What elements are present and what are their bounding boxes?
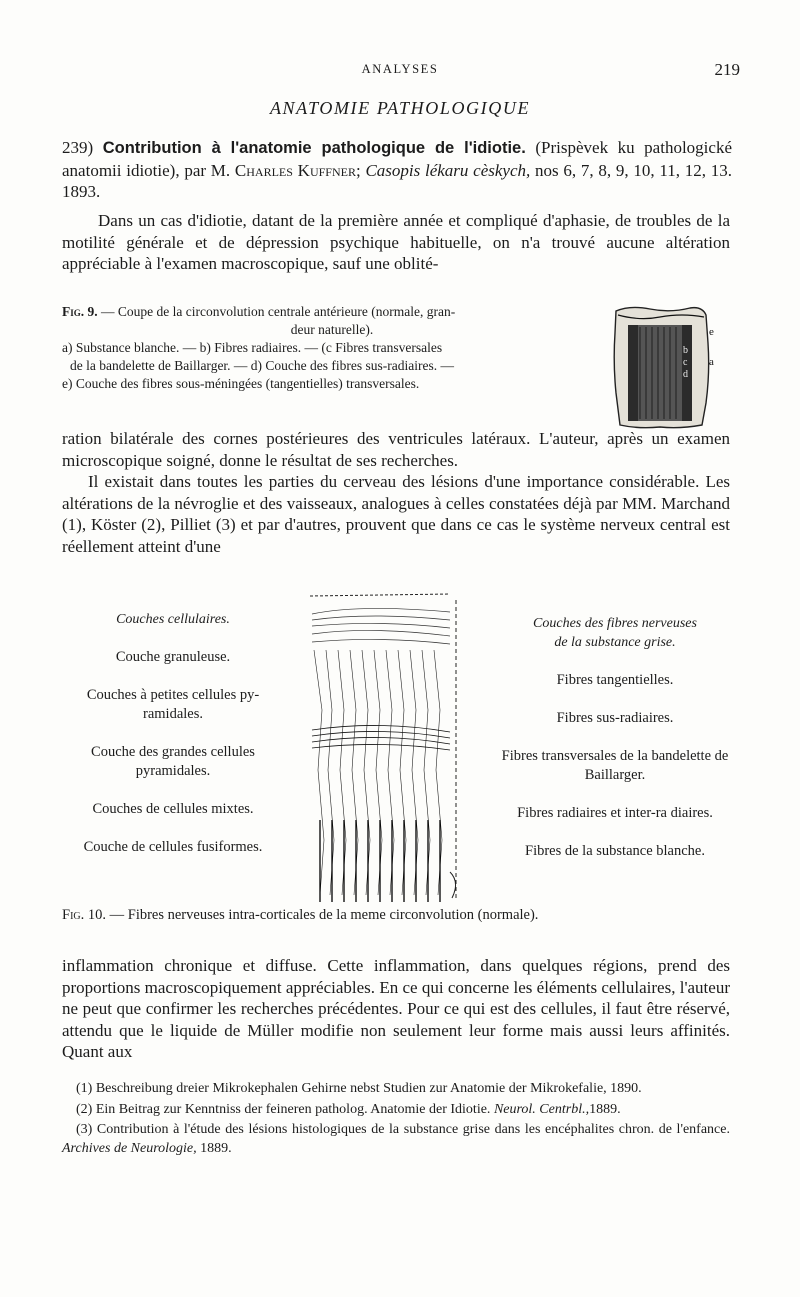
- footnote-1: (1) Beschreibung dreier Mikrokephalen Gehirne nebst Studien zur Anatomie der Mikrokefalie, 1890.: [76, 1081, 642, 1096]
- footnote-2-journal: Neurol. Centrbl.,: [493, 1101, 590, 1117]
- entry-number: 239): [62, 138, 94, 157]
- entry-original-title: (Prispèvek ku pathologické anatomii idiotie),: [62, 138, 732, 180]
- figure-9-caption-line-2: de la bandelette de Baillarger. — d) Couche des fibres sus-radiaires. —: [70, 358, 454, 373]
- figure-10-image: [300, 590, 480, 908]
- entry-author: Charles Kuffner: [234, 160, 356, 180]
- footnote-2-text: (2) Ein Beitrag zur Kenntniss der feineren patholog. Anatomie der Idiotie.: [76, 1101, 491, 1117]
- entry-heading: [62, 137, 732, 203]
- paragraph-2: ration bilatérale des cornes postérieures des ventricules latéraux. L'auteur, après un examen microscopique soigné, donne le résultat de ses recherches.: [62, 429, 730, 470]
- figure-10-right-item: Fibres de la substance blanche.: [525, 843, 705, 859]
- figure-10-left-item: Couches de cellules mixtes.: [92, 801, 254, 817]
- figure-10-left-column: [60, 610, 286, 857]
- entry-by: par M.: [184, 160, 231, 180]
- footnote-3-year: 1889.: [200, 1140, 232, 1156]
- figure-10: [60, 590, 740, 910]
- figure-10-label: Fig. 10.: [62, 907, 106, 923]
- figure-10-caption: [62, 907, 732, 924]
- figure-10-right-column: [500, 614, 730, 861]
- paragraph-3: Il existait dans toutes les parties du cerveau des lésions d'une importance considérable. Les altérations de la névroglie et des vaisseaux, analogues à celles constatées déjà par MM. Marchand (1), Köster (2), Pilliet (3) et par d'autres, prouvent que dans ce cas le système nerveux central est réellement atteint d'une: [62, 472, 730, 556]
- entry-separator: ;: [355, 160, 361, 180]
- figure-10-left-item: Couche granuleuse.: [115, 649, 231, 665]
- figure-9-marker-d: d: [683, 369, 688, 380]
- figure-9-caption: [62, 303, 602, 393]
- figure-9-caption-line-1: a) Substance blanche. — b) Fibres radiaires. — (c Fibres transversales: [62, 340, 443, 355]
- figure-9-label: Fig. 9.: [62, 304, 98, 319]
- figure-10-right-item: Fibres transversales de la bandelette de Baillarger.: [501, 748, 729, 783]
- footnote-3: [62, 1121, 730, 1158]
- figure-9-caption-title: [62, 303, 602, 321]
- figure-10-right-item: Fibres tangentielles.: [556, 672, 674, 688]
- figure-10-left-heading: Couches cellulaires.: [116, 612, 230, 627]
- running-header: [60, 60, 740, 80]
- entry-journal: Casopis lékaru cèskych,: [365, 160, 531, 180]
- entry-title: Contribution à l'anatomie pathologique de l'idiotie.: [102, 139, 526, 157]
- page-number: 219: [714, 60, 740, 79]
- figure-9-marker-e: e: [709, 326, 714, 338]
- footnotes: [62, 1080, 730, 1160]
- figure-10-left-item: Couche des grandes cellules pyramidales.: [91, 744, 255, 779]
- figure-10-caption-text: — Fibres nerveuses intra-corticales de la meme circonvolution (normale).: [109, 907, 539, 923]
- figure-10-right-heading-2: de la substance grise.: [554, 635, 676, 650]
- footnote-2: [62, 1101, 730, 1120]
- figure-10-right-item: Fibres radiaires et inter-ra diaires.: [517, 805, 713, 821]
- figure-9-marker-a: a: [709, 356, 714, 368]
- figure-10-right-item: Fibres sus-radiaires.: [556, 710, 674, 726]
- section-title: ANATOMIE PATHOLOGIQUE: [269, 98, 531, 118]
- paragraph-1: Dans un cas d'idiotie, datant de la première année et compliqué d'aphasie, de troubles de la motilité générale et de dépression psychique habituelle, on n'a trouvé aucune altération appréciable à l'examen macroscopique, sauf une oblité-: [62, 211, 730, 273]
- paragraph-4: inflammation chronique et diffuse. Cette inflammation, dans quelques régions, prend des proportions macroscopiquement appréciables. En ce qui concerne les éléments cellulaires, l'auteur ne peut que confirmer les recherches précédentes. Pour ce qui est des cellules, il faut être réservé, attendu que le liquide de Müller modifie non seulement leur forme mais aussi leurs affinités. Quant aux: [62, 956, 730, 1061]
- figure-9-caption-line-3: e) Couche des fibres sous-méningées (tangentielles) transversales.: [62, 376, 420, 391]
- entry-issues: nos 6, 7, 8, 9, 10, 11, 12, 13. 1893.: [62, 160, 732, 201]
- figure-9-image: [610, 303, 716, 433]
- figure-10-left-item: Couches à petites cellules py-ramidales.: [86, 687, 260, 722]
- figure-9-caption-title-b: deur naturelle).: [290, 322, 374, 337]
- footnote-3-journal: Archives de Neurologie,: [62, 1140, 197, 1156]
- footnote-2-year: 1889.: [589, 1101, 621, 1117]
- figure-10-left-item: Couche de cellules fusiformes.: [83, 839, 263, 855]
- footnote-3-text: (3) Contribution à l'étude des lésions histologiques de la substance grise dans les encéphalites chron. de l'enfance.: [76, 1122, 730, 1137]
- figure-9-marker-c: c: [683, 357, 688, 368]
- figure-10-right-heading-1: Couches des fibres nerveuses: [533, 616, 697, 631]
- figure-9-caption-title-a: — Coupe de la circonvolution centrale antérieure (normale, gran-: [101, 304, 456, 319]
- running-title: ANALYSES: [361, 62, 439, 76]
- figure-9-marker-b: b: [683, 345, 688, 356]
